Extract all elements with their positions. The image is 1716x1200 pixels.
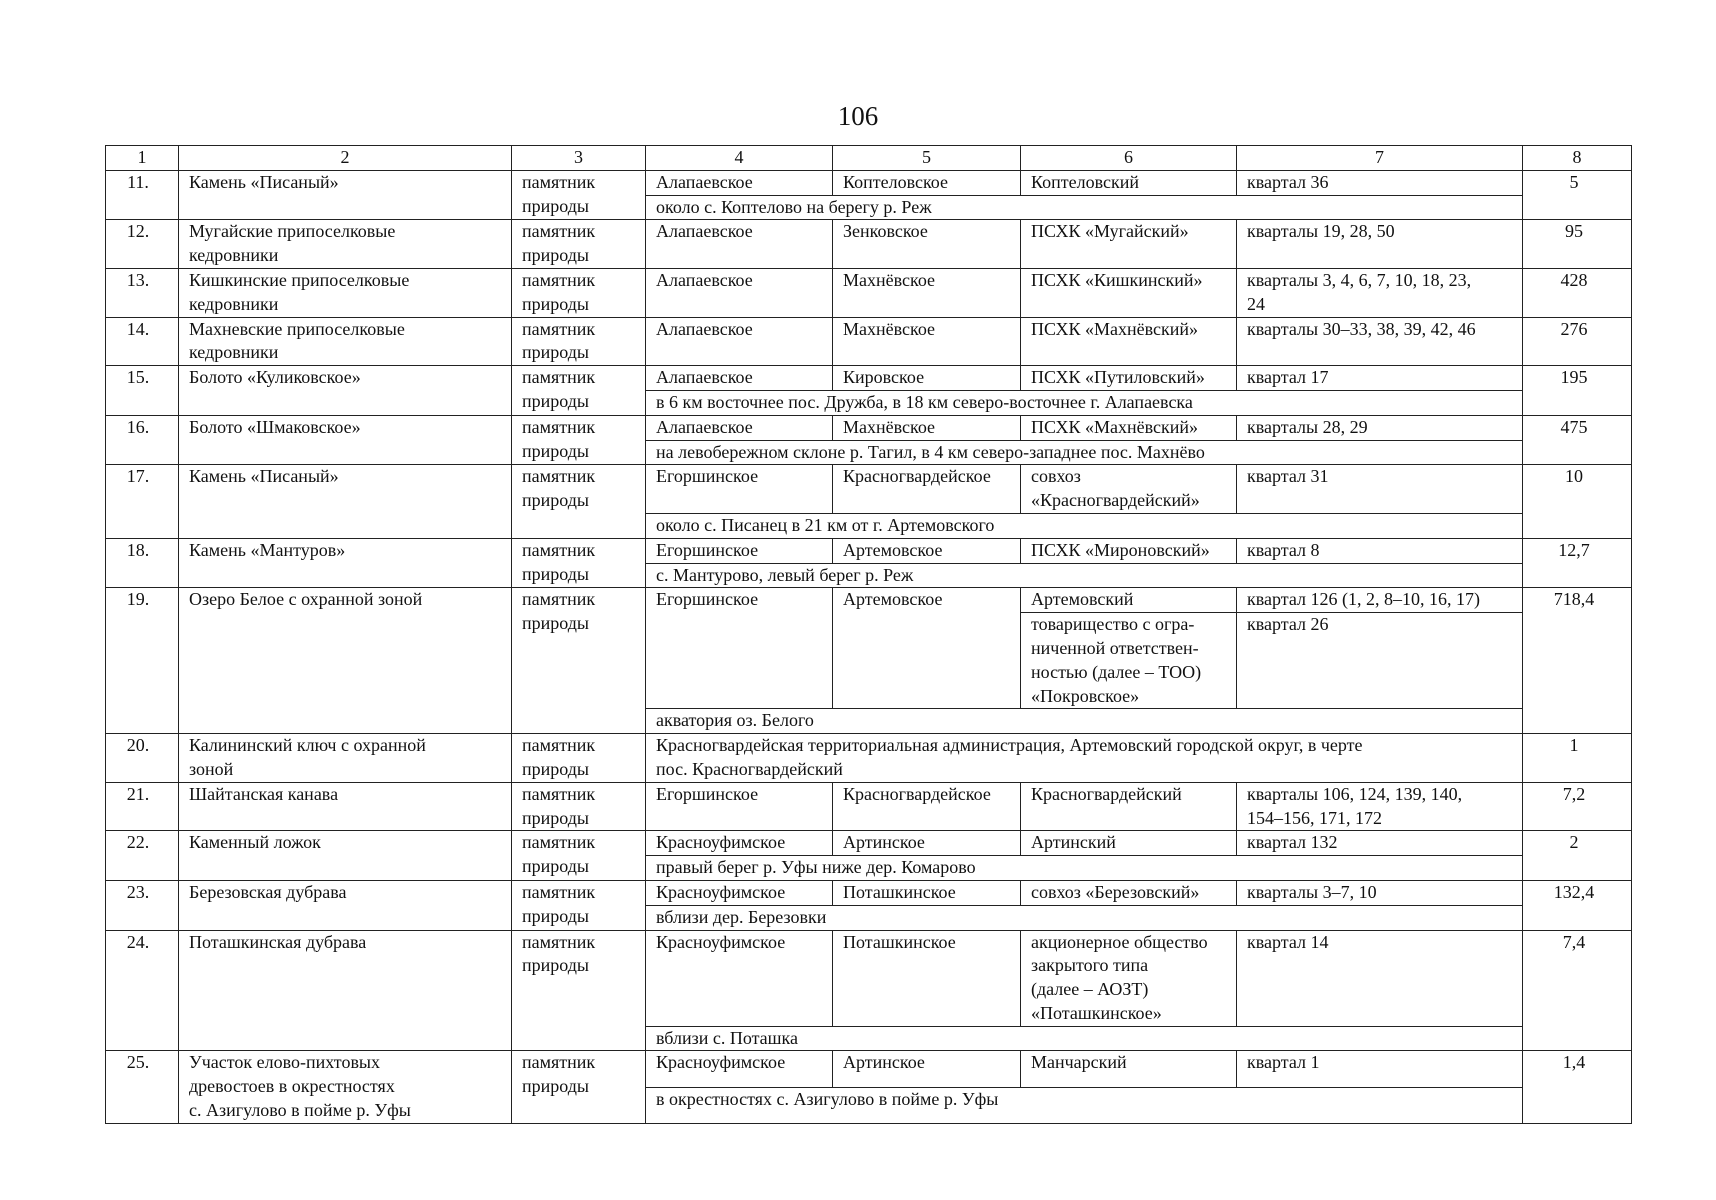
table-row bbox=[106, 415, 1632, 440]
quarters: кварталы 30–33, 38, 39, 42, 46 bbox=[1237, 317, 1523, 366]
row-number: 17. bbox=[106, 465, 179, 538]
object-name: Шайтанская канава bbox=[179, 782, 512, 831]
area-value: 7,4 bbox=[1523, 930, 1632, 1051]
object-name: Мугайские припоселковые кедровники bbox=[179, 220, 512, 269]
municipality-name: Кировское bbox=[833, 366, 1021, 391]
table-row bbox=[106, 588, 1632, 613]
municipality-name: Коптеловское bbox=[833, 170, 1021, 195]
forestry-name: Красногвардейский bbox=[1021, 782, 1237, 831]
forestry-name: Артемовский bbox=[1021, 588, 1237, 613]
location-description: акватория оз. Белого bbox=[646, 709, 1523, 734]
district-name: Егоршинское bbox=[646, 588, 833, 709]
table-row bbox=[106, 268, 1632, 317]
municipality-name: Махнёвское bbox=[833, 415, 1021, 440]
row-number: 14. bbox=[106, 317, 179, 366]
table-row bbox=[106, 366, 1632, 391]
header-cell: 8 bbox=[1523, 146, 1632, 171]
district-name: Алапаевское bbox=[646, 366, 833, 391]
header-cell: 6 bbox=[1021, 146, 1237, 171]
area-value: 12,7 bbox=[1523, 538, 1632, 588]
object-name: Участок елово-пихтовых древостоев в окрестностях с. Азигулово в пойме р. Уфы bbox=[179, 1051, 512, 1123]
quarters: кварталы 3–7, 10 bbox=[1237, 880, 1523, 905]
district-name: Алапаевское bbox=[646, 220, 833, 269]
forestry-name: ПСХК «Махнёвский» bbox=[1021, 415, 1237, 440]
quarters: квартал 126 (1, 2, 8–10, 16, 17) bbox=[1237, 588, 1523, 613]
municipality-name: Красногвардейское bbox=[833, 782, 1021, 831]
object-name: Камень «Мантуров» bbox=[179, 538, 512, 588]
object-type: памятник природы bbox=[512, 1051, 646, 1123]
header-cell: 7 bbox=[1237, 146, 1523, 171]
municipality-name: Поташкинское bbox=[833, 930, 1021, 1026]
table-row bbox=[106, 930, 1632, 1026]
table-body bbox=[106, 170, 1632, 1123]
forestry-name: Коптеловский bbox=[1021, 170, 1237, 195]
row-number: 19. bbox=[106, 588, 179, 734]
object-type: памятник природы bbox=[512, 366, 646, 416]
object-type: памятник природы bbox=[512, 268, 646, 317]
table-row bbox=[106, 734, 1632, 783]
row-number: 23. bbox=[106, 880, 179, 930]
quarters: кварталы 106, 124, 139, 140, 154–156, 171, 172 bbox=[1237, 782, 1523, 831]
object-name: Березовская дубрава bbox=[179, 880, 512, 930]
quarters: квартал 17 bbox=[1237, 366, 1523, 391]
object-name: Кишкинские припоселковые кедровники bbox=[179, 268, 512, 317]
object-type: памятник природы bbox=[512, 415, 646, 465]
district-name: Красноуфимское bbox=[646, 1051, 833, 1087]
row-number: 21. bbox=[106, 782, 179, 831]
quarters: квартал 14 bbox=[1237, 930, 1523, 1026]
municipality-name: Артемовское bbox=[833, 588, 1021, 709]
area-value: 10 bbox=[1523, 465, 1632, 538]
object-type: памятник природы bbox=[512, 831, 646, 881]
object-type: памятник природы bbox=[512, 880, 646, 930]
header-cell: 5 bbox=[833, 146, 1021, 171]
object-type: памятник природы bbox=[512, 734, 646, 783]
municipality-name: Поташкинское bbox=[833, 880, 1021, 905]
location-merged: Красногвардейская территориальная администрация, Артемовский городской округ, в черте пос. Красногвардейский bbox=[646, 734, 1523, 783]
object-type: памятник природы bbox=[512, 782, 646, 831]
forestry-name: совхоз «Красногвардейский» bbox=[1021, 465, 1237, 514]
row-number: 15. bbox=[106, 366, 179, 416]
table-row bbox=[106, 1051, 1632, 1087]
row-number: 24. bbox=[106, 930, 179, 1051]
district-name: Алапаевское bbox=[646, 170, 833, 195]
table-row bbox=[106, 317, 1632, 366]
forestry-name: ПСХК «Кишкинский» bbox=[1021, 268, 1237, 317]
object-name: Камень «Писаный» bbox=[179, 170, 512, 220]
object-type: памятник природы bbox=[512, 538, 646, 588]
location-description: на левобережном склоне р. Тагил, в 4 км северо-западнее пос. Махнёво bbox=[646, 440, 1523, 465]
protected-areas-table bbox=[105, 145, 1632, 1124]
object-type: памятник природы bbox=[512, 588, 646, 734]
object-name: Камень «Писаный» bbox=[179, 465, 512, 538]
header-cell: 3 bbox=[512, 146, 646, 171]
header-cell: 4 bbox=[646, 146, 833, 171]
row-number: 20. bbox=[106, 734, 179, 783]
page-number: 106 bbox=[837, 101, 879, 131]
area-value: 5 bbox=[1523, 170, 1632, 220]
row-number: 18. bbox=[106, 538, 179, 588]
forestry-name: ПСХК «Путиловский» bbox=[1021, 366, 1237, 391]
area-value: 2 bbox=[1523, 831, 1632, 881]
table-row bbox=[106, 170, 1632, 195]
object-name: Каменный ложок bbox=[179, 831, 512, 881]
forestry-name: Манчарский bbox=[1021, 1051, 1237, 1087]
table-row bbox=[106, 880, 1632, 905]
area-value: 95 bbox=[1523, 220, 1632, 269]
location-description: около с. Коптелово на берегу р. Реж bbox=[646, 195, 1523, 220]
municipality-name: Артемовское bbox=[833, 538, 1021, 563]
forestry-name: совхоз «Березовский» bbox=[1021, 880, 1237, 905]
district-name: Красноуфимское bbox=[646, 880, 833, 905]
district-name: Красноуфимское bbox=[646, 930, 833, 1026]
municipality-name: Артинское bbox=[833, 831, 1021, 856]
header-cell: 1 bbox=[106, 146, 179, 171]
location-description: вблизи с. Поташка bbox=[646, 1026, 1523, 1051]
quarters: квартал 36 bbox=[1237, 170, 1523, 195]
area-value: 276 bbox=[1523, 317, 1632, 366]
table-row bbox=[106, 465, 1632, 514]
municipality-name: Махнёвское bbox=[833, 317, 1021, 366]
object-name: Махневские припоселковые кедровники bbox=[179, 317, 512, 366]
location-description: в 6 км восточнее пос. Дружба, в 18 км северо-восточнее г. Алапаевска bbox=[646, 390, 1523, 415]
table-row bbox=[106, 831, 1632, 856]
table-row bbox=[106, 538, 1632, 563]
row-number: 22. bbox=[106, 831, 179, 881]
area-value: 718,4 bbox=[1523, 588, 1632, 734]
forestry-name: товарищество с огра- ниченной ответствен- ностью (далее – ТОО) «Покровское» bbox=[1021, 613, 1237, 709]
area-value: 1 bbox=[1523, 734, 1632, 783]
quarters: квартал 31 bbox=[1237, 465, 1523, 514]
forestry-name: ПСХК «Махнёвский» bbox=[1021, 317, 1237, 366]
municipality-name: Зенковское bbox=[833, 220, 1021, 269]
object-type: памятник природы bbox=[512, 465, 646, 538]
object-name: Калининский ключ с охранной зоной bbox=[179, 734, 512, 783]
location-description: правый берег р. Уфы ниже дер. Комарово bbox=[646, 856, 1523, 881]
forestry-name: Артинский bbox=[1021, 831, 1237, 856]
area-value: 475 bbox=[1523, 415, 1632, 465]
forestry-name: ПСХК «Мироновский» bbox=[1021, 538, 1237, 563]
row-number: 16. bbox=[106, 415, 179, 465]
quarters: кварталы 28, 29 bbox=[1237, 415, 1523, 440]
area-value: 1,4 bbox=[1523, 1051, 1632, 1123]
quarters: квартал 8 bbox=[1237, 538, 1523, 563]
quarters: квартал 1 bbox=[1237, 1051, 1523, 1087]
area-value: 428 bbox=[1523, 268, 1632, 317]
object-type: памятник природы bbox=[512, 317, 646, 366]
location-description: около с. Писанец в 21 км от г. Артемовского bbox=[646, 513, 1523, 538]
location-description: вблизи дер. Березовки bbox=[646, 905, 1523, 930]
table-row bbox=[106, 220, 1632, 269]
area-value: 132,4 bbox=[1523, 880, 1632, 930]
object-name: Поташкинская дубрава bbox=[179, 930, 512, 1051]
forestry-name: акционерное общество закрытого типа (далее – АОЗТ) «Поташкинское» bbox=[1021, 930, 1237, 1026]
row-number: 11. bbox=[106, 170, 179, 220]
municipality-name: Махнёвское bbox=[833, 268, 1021, 317]
location-description: в окрестностях с. Азигулово в пойме р. Уфы bbox=[646, 1087, 1523, 1123]
district-name: Егоршинское bbox=[646, 465, 833, 514]
object-type: памятник природы bbox=[512, 220, 646, 269]
area-value: 7,2 bbox=[1523, 782, 1632, 831]
quarters: квартал 132 bbox=[1237, 831, 1523, 856]
object-type: памятник природы bbox=[512, 170, 646, 220]
district-name: Егоршинское bbox=[646, 538, 833, 563]
row-number: 13. bbox=[106, 268, 179, 317]
quarters: квартал 26 bbox=[1237, 613, 1523, 709]
quarters: кварталы 19, 28, 50 bbox=[1237, 220, 1523, 269]
location-description: с. Мантурово, левый берег р. Реж bbox=[646, 563, 1523, 588]
row-number: 25. bbox=[106, 1051, 179, 1123]
district-name: Егоршинское bbox=[646, 782, 833, 831]
district-name: Алапаевское bbox=[646, 415, 833, 440]
object-name: Болото «Куликовское» bbox=[179, 366, 512, 416]
district-name: Алапаевское bbox=[646, 317, 833, 366]
district-name: Алапаевское bbox=[646, 268, 833, 317]
quarters: кварталы 3, 4, 6, 7, 10, 18, 23, 24 bbox=[1237, 268, 1523, 317]
header-cell: 2 bbox=[179, 146, 512, 171]
table-row bbox=[106, 782, 1632, 831]
object-name: Болото «Шмаковское» bbox=[179, 415, 512, 465]
area-value: 195 bbox=[1523, 366, 1632, 416]
header-row bbox=[106, 146, 1632, 171]
object-type: памятник природы bbox=[512, 930, 646, 1051]
object-name: Озеро Белое с охранной зоной bbox=[179, 588, 512, 734]
forestry-name: ПСХК «Мугайский» bbox=[1021, 220, 1237, 269]
municipality-name: Артинское bbox=[833, 1051, 1021, 1087]
district-name: Красноуфимское bbox=[646, 831, 833, 856]
municipality-name: Красногвардейское bbox=[833, 465, 1021, 514]
row-number: 12. bbox=[106, 220, 179, 269]
